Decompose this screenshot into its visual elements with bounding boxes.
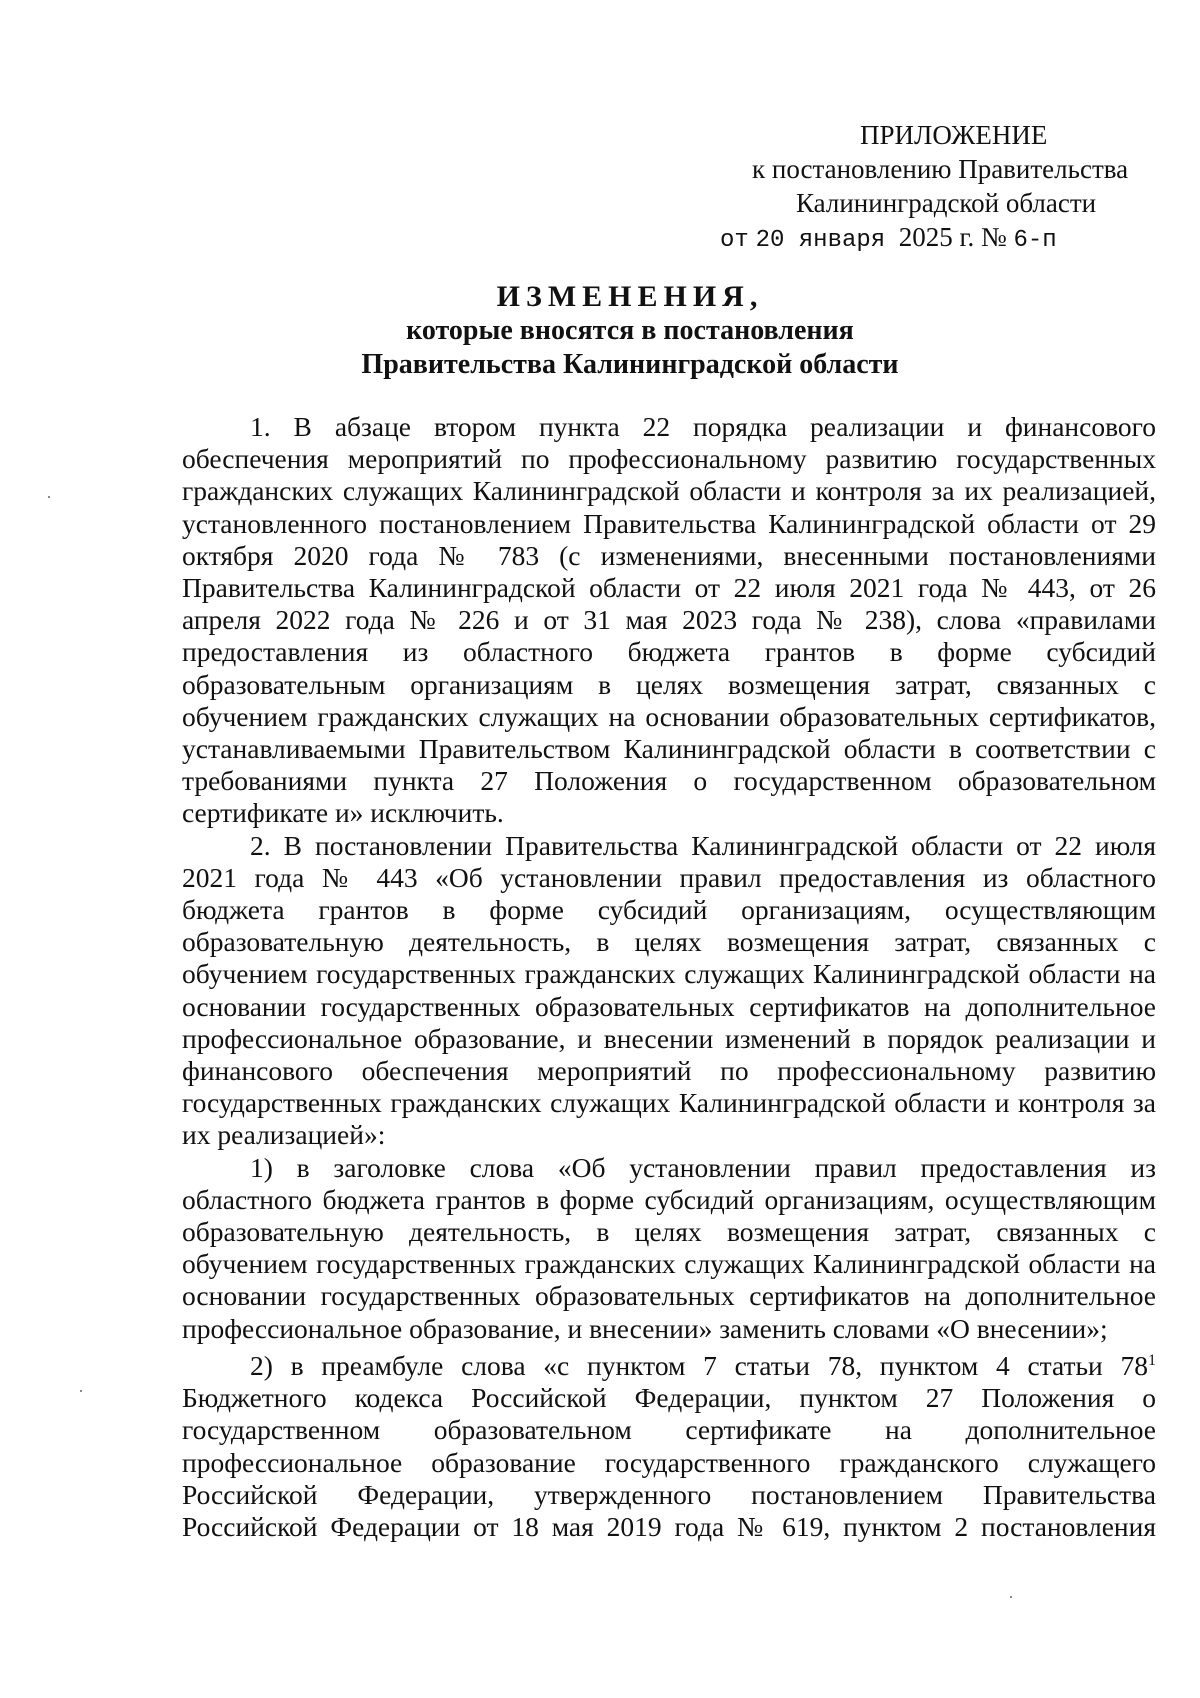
appendix-date-line	[700, 220, 1160, 258]
appendix-year: 2025 г. №	[898, 222, 1007, 252]
appendix-date-prefix: от	[720, 227, 749, 254]
appendix-line-2: Калининградской области	[796, 188, 1097, 218]
paragraph-3: 1) в заголовке слова «Об установлении правил предоставления из областного бюджета грантов в форме субсидий организациям, осуществляющим образовательную деятельность, в целях возмещения затрат, связанных с обучением государственных гражданских служащих Калининградской области на основании государственных образовательных сертификатов на дополнительное профессиональное образование, и внесении» заменить словами «О внесении»;	[182, 1151, 1156, 1344]
scan-speck	[80, 1390, 82, 1392]
paragraph-4	[182, 1345, 1156, 1543]
appendix-block	[700, 118, 1160, 258]
scan-speck	[48, 496, 50, 498]
paragraph-4-superscript: 1	[1148, 1351, 1156, 1369]
paragraph-4-before: 2) в преамбуле слова «с пунктом 7 статьи 78, пунктом 4 статьи 78	[250, 1350, 1148, 1382]
heading-subtitle-2: Правительства Калининградской области	[361, 349, 899, 380]
document-body	[182, 411, 1156, 1543]
paragraph-1: 1. В абзаце втором пункта 22 порядка реализации и финансового обеспечения мероприятий по профессиональному развитию государственных гражданских служащих Калининградской области и контроля за их реализацией, установленного постановлением Правительства Калининградской области от 29 октября 2020 года № 783 (с изменениями, внесенными постановлениями Правительства Калининградской области от 22 июля 2021 года № 443, от 26 апреля 2022 года № 226 и от 31 мая 2023 года № 238), слова «правилами предоставления из областного бюджета грантов в форме субсидий образовательным организациям в целях возмещения затрат, связанных с обучением гражданских служащих на основании образовательных сертификатов, устанавливаемыми Правительством Калининградской области в соответствии с требованиями пункта 27 Положения о государственном образовательном сертификате и» исключить.	[182, 411, 1156, 829]
heading-title: ИЗМЕНЕНИЯ,	[496, 280, 764, 313]
document-heading	[180, 280, 1080, 382]
appendix-number: 6-п	[1013, 227, 1057, 254]
paragraph-2: 2. В постановлении Правительства Калининградской области от 22 июля 2021 года № 443 «Об установлении правил предоставления из областного бюджета грантов в форме субсидий организациям, осуществляющим образовательную деятельность, в целях возмещения затрат, связанных с обучением государственных гражданских служащих Калининградской области на основании государственных образовательных сертификатов на дополнительное профессиональное образование, и внесении изменений в порядок реализации и финансового обеспечения мероприятий по профессиональному развитию государственных гражданских служащих Калининградской области и контроля за их реализацией»:	[182, 829, 1156, 1151]
appendix-title: ПРИЛОЖЕНИЕ	[860, 120, 1048, 150]
heading-subtitle-1: которые вносятся в постановления	[406, 315, 854, 346]
paragraph-4-after: Бюджетного кодекса Российской Федерации, пунктом 27 Положения о государственном образовательном сертификате на дополнительное профессиональное образование государственного гражданского служащего Российской Федерации, утвержденного постановлением Правительства Российской Федерации от 18 мая 2019 года № 619, пунктом 2 постановления	[182, 1382, 1156, 1543]
scan-speck	[1010, 1596, 1012, 1598]
appendix-line-1: к постановлению Правительства	[752, 154, 1129, 184]
appendix-date: 20 января	[755, 227, 886, 254]
